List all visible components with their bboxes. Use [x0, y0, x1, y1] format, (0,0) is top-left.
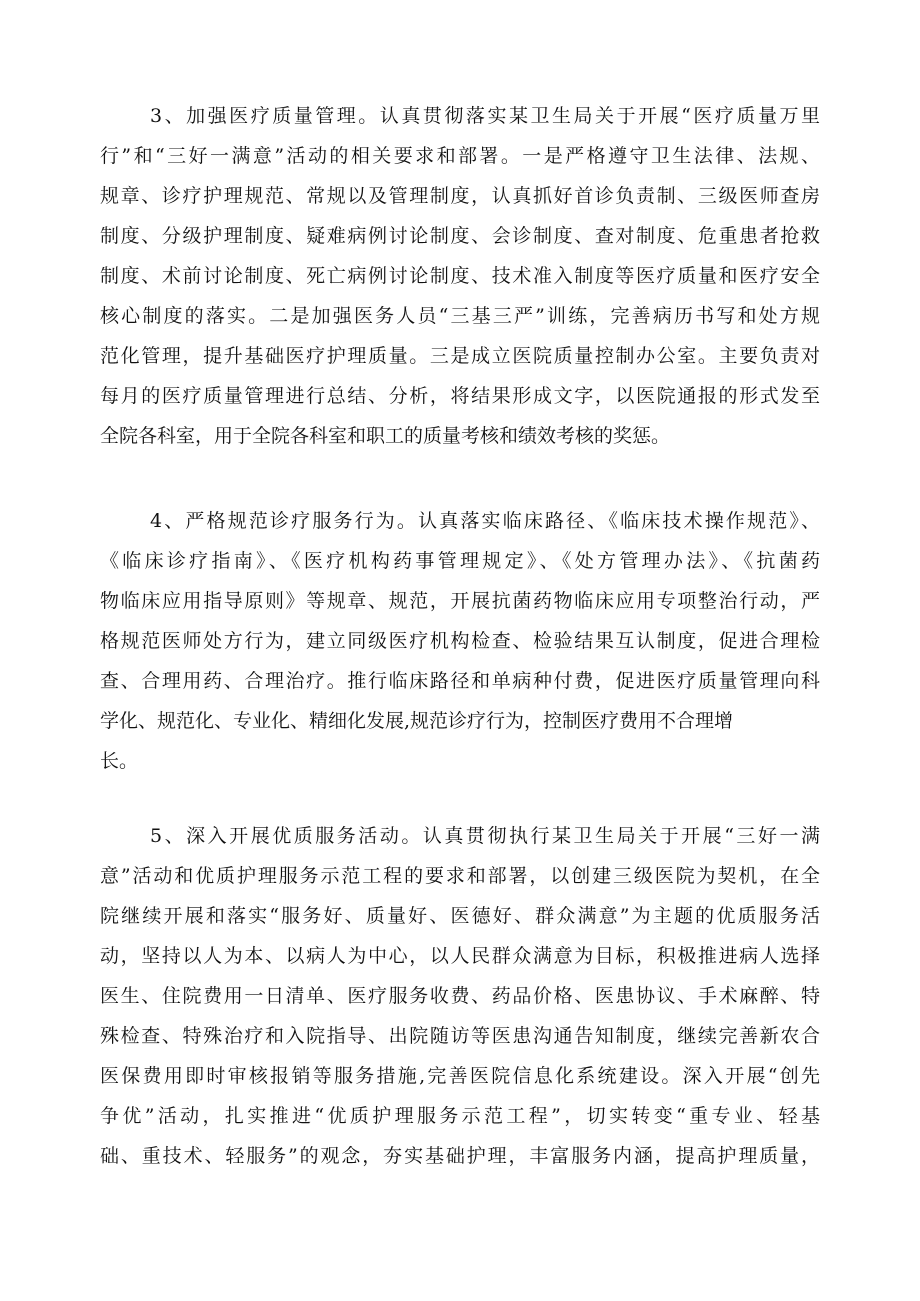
text-line: 制度、分级护理制度、疑难病例讨论制度、会诊制度、查对制度、危重患者抢救: [100, 225, 820, 247]
text-line: 争优”活动，扎实推进“优质护理服务示范工程”，切实转变“重专业、轻基: [100, 1105, 820, 1127]
text-line: 3、加强医疗质量管理。认真贯彻落实某卫生局关于开展“医疗质量万里: [150, 105, 820, 127]
text-line: 医生、住院费用一日清单、医疗服务收费、药品价格、医患协议、手术麻醉、特: [100, 985, 820, 1007]
text-line: 每月的医疗质量管理进行总结、分析，将结果形成文字，以医院通报的形式发至: [100, 385, 820, 407]
text-line: 5、深入开展优质服务活动。认真贯彻执行某卫生局关于开展“三好一满: [150, 825, 820, 847]
text-line: 《临床诊疗指南》、《医疗机构药事管理规定》、《处方管理办法》、《抗菌药: [100, 550, 820, 572]
text-line: 础、重技术、轻服务”的观念，夯实基础护理，丰富服务内涵，提高护理质量，: [100, 1145, 820, 1167]
text-line: 学化、规范化、专业化、精细化发展,规范诊疗行为，控制医疗费用不合理增: [100, 710, 734, 732]
text-line: 范化管理，提升基础医疗护理质量。三是成立医院质量控制办公室。主要负责对: [100, 345, 820, 367]
text-line: 全院各科室，用于全院各科室和职工的质量考核和绩效考核的奖惩。: [100, 425, 671, 447]
text-line: 意”活动和优质护理服务示范工程的要求和部署，以创建三级医院为契机，在全: [100, 865, 820, 887]
text-line: 4、严格规范诊疗服务行为。认真落实临床路径、《临床技术操作规范》、: [150, 510, 820, 532]
paragraph-5: [100, 816, 820, 1176]
paragraph-4: [100, 501, 820, 781]
text-line: 殊检查、特殊治疗和入院指导、出院随访等医患沟通告知制度，继续完善新农合: [100, 1025, 820, 1047]
text-line: 院继续开展和落实“服务好、质量好、医德好、群众满意”为主题的优质服务活: [100, 905, 820, 927]
text-line: 物临床应用指导原则》等规章、规范，开展抗菌药物临床应用专项整治行动，严: [100, 590, 820, 612]
paragraph-3: [100, 96, 820, 456]
text-line: 查、合理用药、合理治疗。推行临床路径和单病种付费，促进医疗质量管理向科: [100, 670, 820, 692]
text-line: 医保费用即时审核报销等服务措施,完善医院信息化系统建设。深入开展“创先: [100, 1065, 820, 1087]
text-line: 规章、诊疗护理规范、常规以及管理制度，认真抓好首诊负责制、三级医师查房: [100, 185, 820, 207]
text-line: 动，坚持以人为本、以病人为中心，以人民群众满意为目标，积极推进病人选择: [100, 945, 820, 967]
text-line: 行”和“三好一满意”活动的相关要求和部署。一是严格遵守卫生法律、法规、: [100, 145, 820, 167]
text-line: 格规范医师处方行为，建立同级医疗机构检查、检验结果互认制度，促进合理检: [100, 630, 820, 652]
text-line: 制度、术前讨论制度、死亡病例讨论制度、技术准入制度等医疗质量和医疗安全: [100, 265, 820, 287]
text-line: 长。: [100, 750, 139, 772]
text-line: 核心制度的落实。二是加强医务人员“三基三严”训练，完善病历书写和处方规: [100, 305, 820, 327]
